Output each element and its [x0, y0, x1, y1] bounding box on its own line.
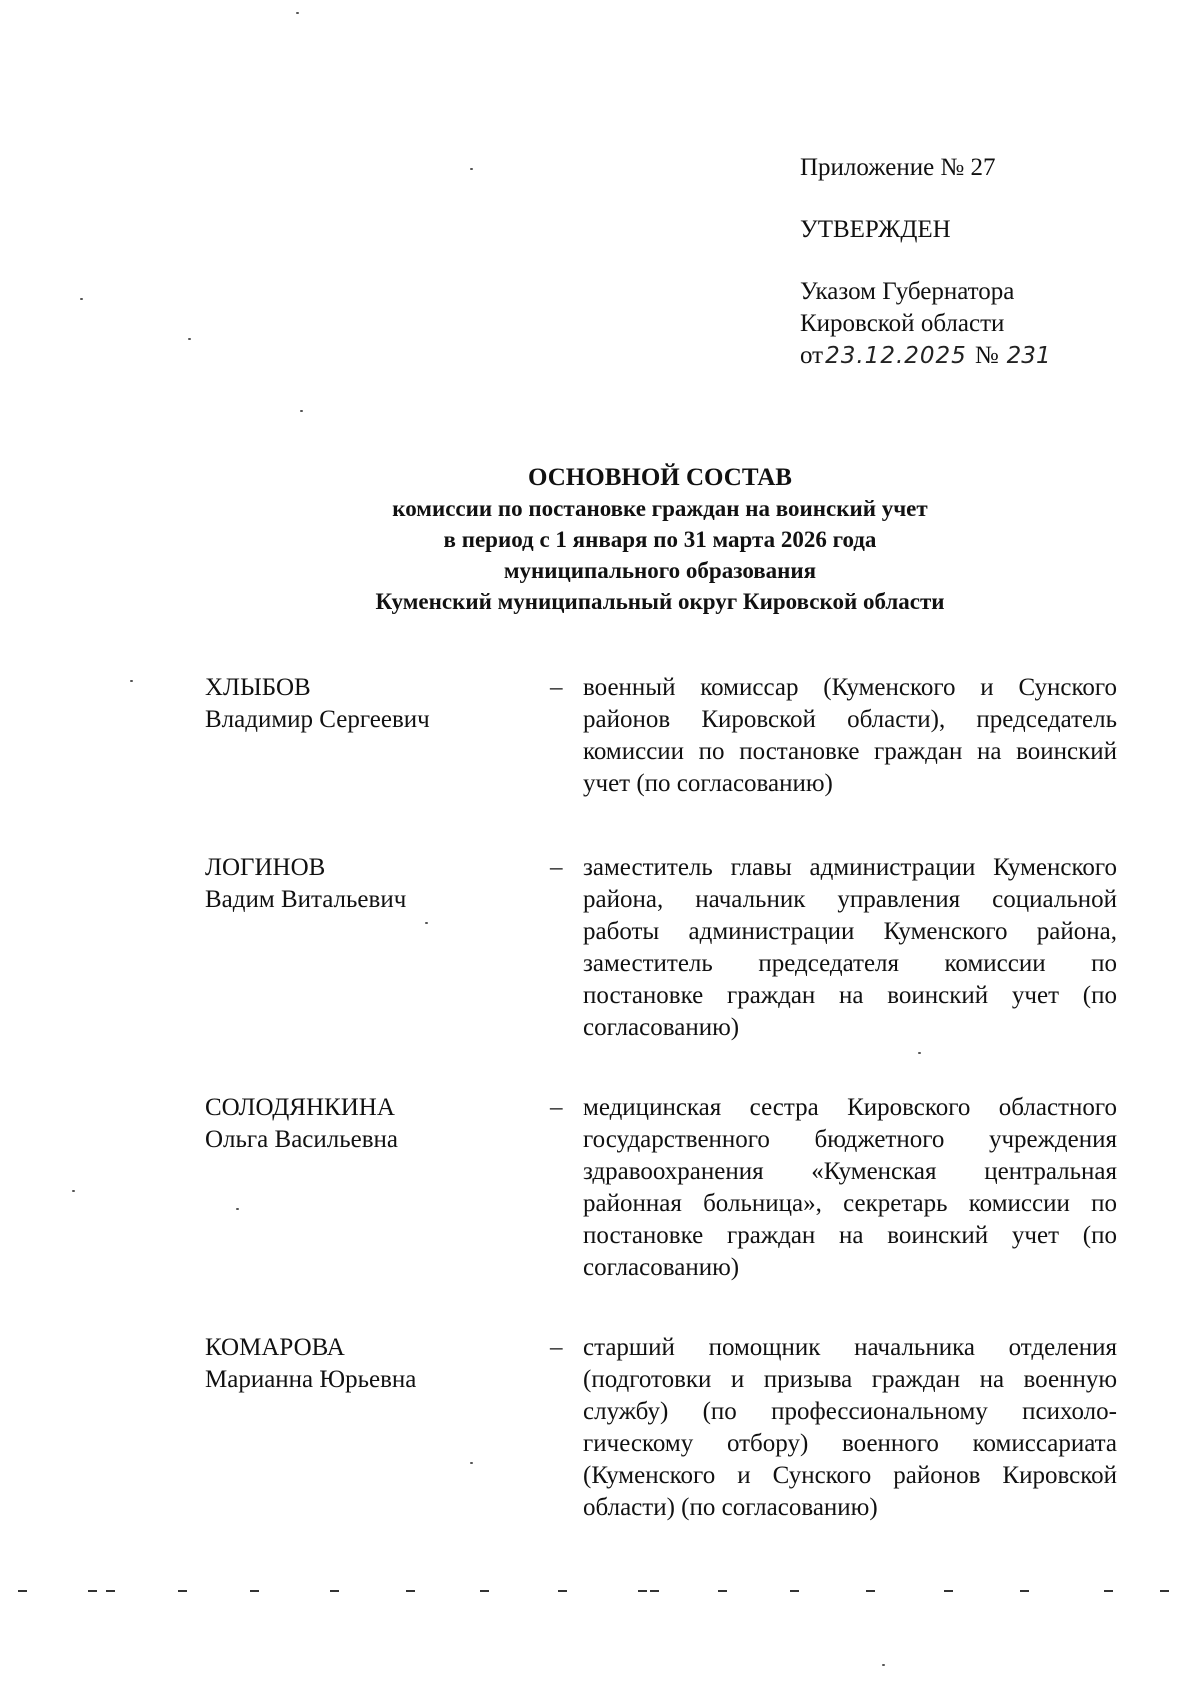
- member-surname: СОЛОДЯНКИНА: [205, 1094, 395, 1121]
- handwritten-date: 23.12.2025: [825, 343, 967, 369]
- dash-separator: –: [550, 1334, 563, 1361]
- scan-speck: [236, 1208, 239, 1210]
- member-name: [205, 672, 535, 736]
- scan-speck: [188, 338, 191, 340]
- member-name: [205, 1092, 535, 1156]
- dash-separator: –: [550, 854, 563, 881]
- scan-speck: [425, 922, 428, 924]
- decree-line-2: Кировской области: [800, 310, 1005, 337]
- scan-speck: [918, 1052, 921, 1054]
- member-given-names: Ольга Васильевна: [205, 1126, 399, 1153]
- scan-speck: [130, 680, 133, 682]
- member-given-names: Марианна Юрьевна: [205, 1366, 417, 1393]
- member-name: [205, 1332, 535, 1396]
- member-given-names: Владимир Сергеевич: [205, 706, 430, 733]
- member-surname: ХЛЫБОВ: [205, 674, 311, 701]
- handwritten-number: 231: [1006, 343, 1051, 369]
- appendix-number: Приложение № 27: [800, 154, 996, 181]
- member-surname: КОМАРОВА: [205, 1334, 345, 1361]
- approval-block: [800, 152, 1051, 372]
- title-line-2: комиссии по постановке граждан на воинский учет: [392, 496, 928, 521]
- number-prefix: №: [974, 342, 999, 369]
- scan-speck: [296, 12, 299, 14]
- document-title: [300, 462, 1020, 617]
- dash-separator: –: [550, 674, 563, 701]
- scan-speck: [470, 168, 473, 170]
- member-role: медицинская сестра Кировского областного государственного бюджетного учреждения здравоохранения «Куменская центральная районная больница», секретарь комиссии по постановке граждан на воинский учет (по согласованию): [583, 1094, 1117, 1281]
- approved-label: УТВЕРЖДЕН: [800, 216, 951, 243]
- title-line-4: муниципального образования: [503, 558, 817, 583]
- decree-line-1: Указом Губернатора: [800, 278, 1015, 305]
- date-prefix: от: [800, 342, 824, 369]
- member-role: заместитель главы администрации Куменского района, начальник управления социальной работы администрации Куменского района, заместитель председателя комиссии по постановке граждан на воинский учет (по согласованию): [583, 854, 1117, 1041]
- scan-speck: [882, 1664, 885, 1666]
- member-name: [205, 852, 535, 916]
- title-line-5: Куменский муниципальный округ Кировской области: [375, 589, 945, 614]
- title-line-1: ОСНОВНОЙ СОСТАВ: [528, 464, 792, 491]
- scan-edge-dots: [10, 1590, 1190, 1594]
- scan-speck: [80, 298, 83, 300]
- title-line-3: в период с 1 января по 31 марта 2026 года: [443, 527, 877, 552]
- dash-separator: –: [550, 1094, 563, 1121]
- scan-speck: [300, 410, 303, 412]
- member-given-names: Вадим Витальевич: [205, 886, 407, 913]
- scan-speck: [72, 1190, 75, 1192]
- member-surname: ЛОГИНОВ: [205, 854, 326, 881]
- scan-speck: [470, 1462, 473, 1464]
- member-role: старший помощник начальника отделения (подготовки и призыва граждан на военную службу) (по профессиональному психологическому отбору) военного комиссариата (Куменского и Сунского районов Кировской области) (по согласованию): [583, 1334, 1117, 1521]
- member-role: военный комиссар (Куменского и Сунского районов Кировской области), председатель комиссии по постановке граждан на воинский учет (по согласованию): [583, 674, 1117, 797]
- decree-date-line: [800, 340, 1051, 372]
